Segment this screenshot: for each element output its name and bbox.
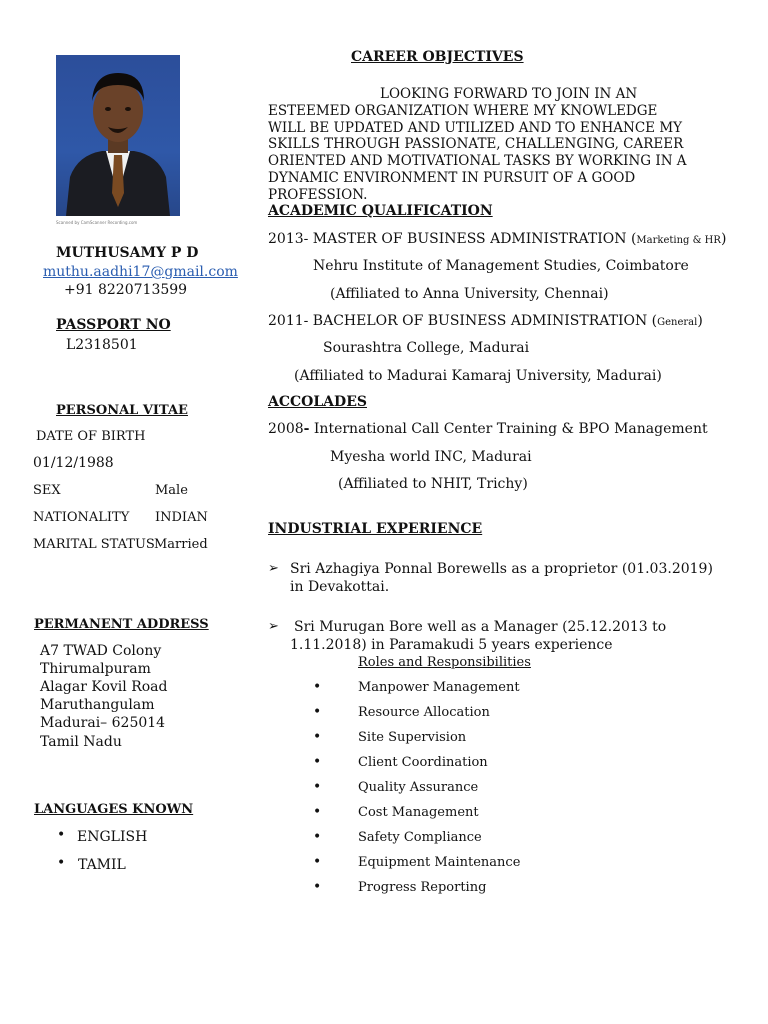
role-item: Manpower Management [358, 680, 520, 695]
role-item: Site Supervision [358, 730, 467, 745]
bullet-icon: • [313, 754, 322, 770]
passport-number: L2318501 [66, 337, 138, 353]
address-line: Tamil Nadu [40, 734, 122, 750]
career-objective-text: LOOKING FORWARD TO JOIN IN AN ESTEEMED ORGANIZATION WHERE MY KNOWLEDGE WILL BE UPDATED AND UTILIZED AND TO ENHANCE MY SKILLS THROUGH PASSIONATE, CHALLENGING, CAREER ORIENTED AND MOTIVATIONAL TASKS BY WORKING IN A DYNAMIC ENVIRONMENT IN PURSUIT OF A GOOD PROFESSION. [268, 86, 687, 203]
bullet-icon: • [57, 855, 66, 871]
language-item: TAMIL [78, 857, 126, 873]
bullet-icon: • [313, 879, 322, 895]
email-link[interactable]: muthu.aadhi17@gmail.com [43, 264, 238, 280]
passport-heading: PASSPORT NO [56, 317, 171, 333]
dob-value: 01/12/1988 [33, 455, 114, 471]
marital-label: MARITAL STATUS [33, 537, 155, 552]
accolade-year: 2008 [268, 421, 304, 437]
experience-item-line: in Devakottai. [290, 579, 390, 595]
address-line: Alagar Kovil Road [40, 679, 168, 695]
address-line: Maruthangulam [40, 697, 155, 713]
bba-affiliation: (Affiliated to Madurai Kamaraj University, Madurai) [294, 368, 662, 384]
bba-institute: Sourashtra College, Madurai [323, 340, 530, 356]
bullet-icon: • [313, 829, 322, 845]
bullet-icon: • [313, 804, 322, 820]
career-objectives-heading: CAREER OBJECTIVES [351, 49, 524, 65]
accolade-dash: - [303, 421, 310, 437]
bullet-icon: • [313, 729, 322, 745]
experience-item-line: Sri Azhagiya Ponnal Borewells as a proprietor (01.03.2019) [290, 561, 713, 577]
roles-heading: Roles and Responsibilities [358, 655, 531, 670]
mba-specialization: Marketing & HR [636, 235, 721, 246]
bullet-icon: • [313, 779, 322, 795]
sex-value: Male [155, 483, 188, 498]
bba-specialization: General [657, 317, 698, 328]
address-line: Madurai– 625014 [40, 715, 166, 731]
address-heading: PERMANENT ADDRESS [34, 617, 209, 632]
accolades-heading: ACCOLADES [268, 394, 367, 410]
language-item: ENGLISH [77, 829, 148, 845]
bba-degree [268, 313, 703, 331]
mba-degree-text: 2013- MASTER OF BUSINESS ADMINISTRATION ( [268, 231, 637, 247]
accolade-organization: Myesha world INC, Madurai [330, 449, 532, 465]
sex-label: SEX [33, 483, 61, 498]
bba-close: ) [697, 313, 703, 329]
personal-vitae-heading: PERSONAL VITAE [56, 403, 188, 418]
role-item: Equipment Maintenance [358, 855, 521, 870]
mba-affiliation: (Affiliated to Anna University, Chennai) [330, 286, 609, 302]
arrow-bullet-icon: ➢ [268, 619, 279, 634]
role-item: Resource Allocation [358, 705, 490, 720]
role-item: Quality Assurance [358, 780, 479, 795]
experience-heading: INDUSTRIAL EXPERIENCE [268, 521, 483, 537]
experience-item-line: Sri Murugan Bore well as a Manager (25.12.2013 to [294, 619, 667, 635]
nationality-value: INDIAN [155, 510, 208, 525]
nationality-label: NATIONALITY [33, 510, 130, 525]
bba-degree-text: 2011- BACHELOR OF BUSINESS ADMINISTRATION ( [268, 313, 658, 329]
address-line: A7 TWAD Colony [40, 643, 162, 659]
mba-close: ) [720, 231, 727, 247]
accolade-title: International Call Center Training & BPO Management [309, 421, 708, 437]
bullet-icon: • [313, 679, 322, 695]
photo-caption: Scanned by CamScanner Recording.com [56, 220, 138, 225]
arrow-bullet-icon: ➢ [268, 561, 279, 576]
phone-number: +91 8220713599 [64, 282, 188, 298]
bullet-icon: • [313, 704, 322, 720]
mba-institute: Nehru Institute of Management Studies, Coimbatore [313, 258, 689, 274]
accolade-affiliation: (Affiliated to NHIT, Trichy) [338, 476, 528, 492]
profile-photo [56, 55, 180, 216]
role-item: Cost Management [358, 805, 479, 820]
languages-heading: LANGUAGES KNOWN [34, 802, 194, 817]
bullet-icon: • [57, 827, 66, 843]
candidate-name: MUTHUSAMY P D [56, 245, 199, 261]
role-item: Client Coordination [358, 755, 488, 770]
dob-label: DATE OF BIRTH [36, 429, 146, 444]
person-portrait-icon [56, 55, 180, 216]
role-item: Safety Compliance [358, 830, 482, 845]
address-line: Thirumalpuram [40, 661, 151, 677]
bullet-icon: • [313, 854, 322, 870]
experience-item-line: 1.11.2018) in Paramakudi 5 years experience [290, 637, 613, 653]
academic-heading: ACADEMIC QUALIFICATION [268, 203, 493, 219]
accolade-line [268, 421, 708, 438]
mba-degree [268, 231, 726, 249]
marital-value: Married [154, 537, 208, 552]
role-item: Progress Reporting [358, 880, 487, 895]
